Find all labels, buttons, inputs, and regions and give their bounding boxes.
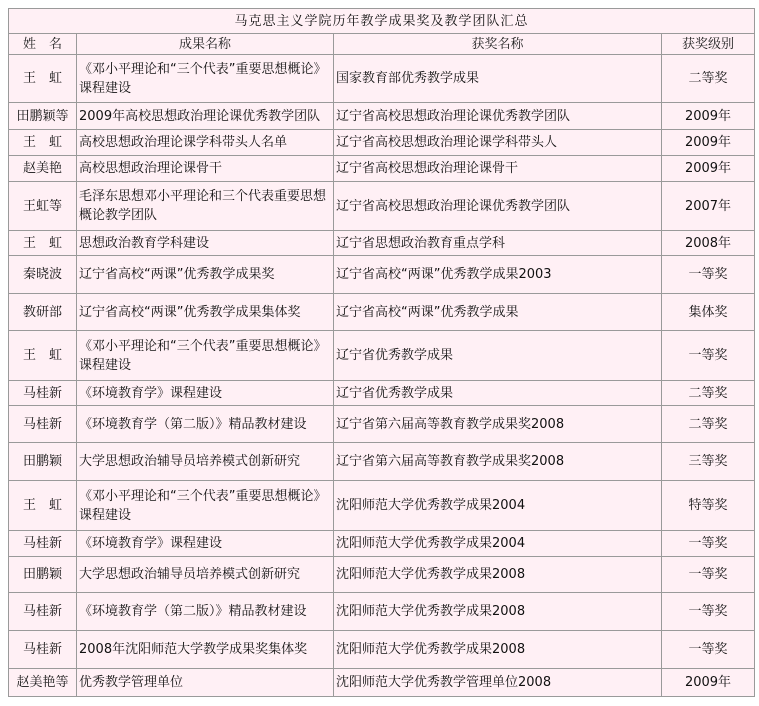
- row-level: 2007年: [662, 182, 755, 231]
- row-level: 二等奖: [662, 381, 755, 406]
- table-row: [9, 130, 755, 156]
- table-row: [9, 331, 755, 381]
- table-row: [9, 156, 755, 182]
- table-row: [9, 182, 755, 231]
- header-level: 获奖级别: [662, 34, 755, 55]
- row-achievement: 大学思想政治辅导员培养模式创新研究: [77, 443, 334, 481]
- row-name: 马桂新: [9, 381, 77, 406]
- row-achievement: 《邓小平理论和“三个代表”重要思想概论》课程建设: [77, 331, 334, 381]
- table-row: [9, 406, 755, 443]
- row-name: 王 虹: [9, 481, 77, 531]
- row-award: 沈阳师范大学优秀教学成果2004: [334, 531, 662, 557]
- row-award: 辽宁省思想政治教育重点学科: [334, 231, 662, 256]
- table-row: [9, 443, 755, 481]
- row-award: 辽宁省优秀教学成果: [334, 331, 662, 381]
- row-achievement: 《邓小平理论和“三个代表”重要思想概论》课程建设: [77, 481, 334, 531]
- row-achievement: 大学思想政治辅导员培养模式创新研究: [77, 557, 334, 593]
- row-award: 辽宁省第六届高等教育教学成果奖2008: [334, 406, 662, 443]
- row-level: 2009年: [662, 103, 755, 130]
- row-achievement: 辽宁省高校“两课”优秀教学成果奖: [77, 256, 334, 294]
- header-achievement: 成果名称: [77, 34, 334, 55]
- row-award: 辽宁省第六届高等教育教学成果奖2008: [334, 443, 662, 481]
- table-title: 马克思主义学院历年教学成果奖及教学团队汇总: [9, 9, 755, 34]
- row-name: 王虹等: [9, 182, 77, 231]
- row-achievement: 毛泽东思想邓小平理论和三个代表重要思想概论教学团队: [77, 182, 334, 231]
- header-name: 姓 名: [9, 34, 77, 55]
- row-name: 王 虹: [9, 130, 77, 156]
- row-level: 一等奖: [662, 631, 755, 669]
- row-level: 一等奖: [662, 593, 755, 631]
- row-name: 王 虹: [9, 231, 77, 256]
- title-row: [9, 9, 755, 34]
- table-row: [9, 557, 755, 593]
- table-row: [9, 381, 755, 406]
- row-award: 沈阳师范大学优秀教学成果2008: [334, 631, 662, 669]
- row-name: 秦晓波: [9, 256, 77, 294]
- row-award: 国家教育部优秀教学成果: [334, 55, 662, 103]
- row-award: 辽宁省高校“两课”优秀教学成果2003: [334, 256, 662, 294]
- row-name: 田鹏颖: [9, 557, 77, 593]
- row-level: 一等奖: [662, 256, 755, 294]
- row-level: 2009年: [662, 669, 755, 697]
- row-achievement: 思想政治教育学科建设: [77, 231, 334, 256]
- row-achievement: 高校思想政治理论课骨干: [77, 156, 334, 182]
- row-award: 辽宁省高校思想政治理论课骨干: [334, 156, 662, 182]
- table-row: [9, 55, 755, 103]
- row-achievement: 辽宁省高校“两课”优秀教学成果集体奖: [77, 294, 334, 331]
- row-achievement: 《环境教育学》课程建设: [77, 381, 334, 406]
- row-level: 2008年: [662, 231, 755, 256]
- row-achievement: 2008年沈阳师范大学教学成果奖集体奖: [77, 631, 334, 669]
- table-row: [9, 593, 755, 631]
- row-name: 马桂新: [9, 531, 77, 557]
- row-award: 沈阳师范大学优秀教学管理单位2008: [334, 669, 662, 697]
- table-row: [9, 294, 755, 331]
- row-achievement: 优秀教学管理单位: [77, 669, 334, 697]
- row-name: 王 虹: [9, 331, 77, 381]
- row-award: 辽宁省高校“两课”优秀教学成果: [334, 294, 662, 331]
- row-award: 沈阳师范大学优秀教学成果2004: [334, 481, 662, 531]
- row-award: 沈阳师范大学优秀教学成果2008: [334, 557, 662, 593]
- row-level: 三等奖: [662, 443, 755, 481]
- header-row: [9, 34, 755, 55]
- row-name: 赵美艳等: [9, 669, 77, 697]
- row-level: 一等奖: [662, 557, 755, 593]
- table-row: [9, 103, 755, 130]
- row-level: 特等奖: [662, 481, 755, 531]
- table-row: [9, 256, 755, 294]
- row-name: 田鹏颖等: [9, 103, 77, 130]
- row-name: 赵美艳: [9, 156, 77, 182]
- awards-table-body: [9, 9, 755, 697]
- row-achievement: 高校思想政治理论课学科带头人名单: [77, 130, 334, 156]
- row-award: 辽宁省优秀教学成果: [334, 381, 662, 406]
- row-name: 教研部: [9, 294, 77, 331]
- row-level: 一等奖: [662, 331, 755, 381]
- table-row: [9, 481, 755, 531]
- row-name: 王 虹: [9, 55, 77, 103]
- row-level: 2009年: [662, 130, 755, 156]
- row-achievement: 《环境教育学（第二版）》精品教材建设: [77, 593, 334, 631]
- row-name: 田鹏颖: [9, 443, 77, 481]
- table-row: [9, 669, 755, 697]
- row-name: 马桂新: [9, 406, 77, 443]
- row-level: 2009年: [662, 156, 755, 182]
- row-achievement: 《邓小平理论和“三个代表”重要思想概论》课程建设: [77, 55, 334, 103]
- row-level: 二等奖: [662, 55, 755, 103]
- table-row: [9, 631, 755, 669]
- row-level: 一等奖: [662, 531, 755, 557]
- row-level: 集体奖: [662, 294, 755, 331]
- row-achievement: 《环境教育学》课程建设: [77, 531, 334, 557]
- row-achievement: 2009年高校思想政治理论课优秀教学团队: [77, 103, 334, 130]
- awards-table: [8, 8, 755, 697]
- row-name: 马桂新: [9, 593, 77, 631]
- header-award: 获奖名称: [334, 34, 662, 55]
- row-award: 辽宁省高校思想政治理论课学科带头人: [334, 130, 662, 156]
- row-name: 马桂新: [9, 631, 77, 669]
- table-row: [9, 531, 755, 557]
- row-level: 二等奖: [662, 406, 755, 443]
- row-award: 辽宁省高校思想政治理论课优秀教学团队: [334, 103, 662, 130]
- table-row: [9, 231, 755, 256]
- row-achievement: 《环境教育学（第二版）》精品教材建设: [77, 406, 334, 443]
- row-award: 辽宁省高校思想政治理论课优秀教学团队: [334, 182, 662, 231]
- row-award: 沈阳师范大学优秀教学成果2008: [334, 593, 662, 631]
